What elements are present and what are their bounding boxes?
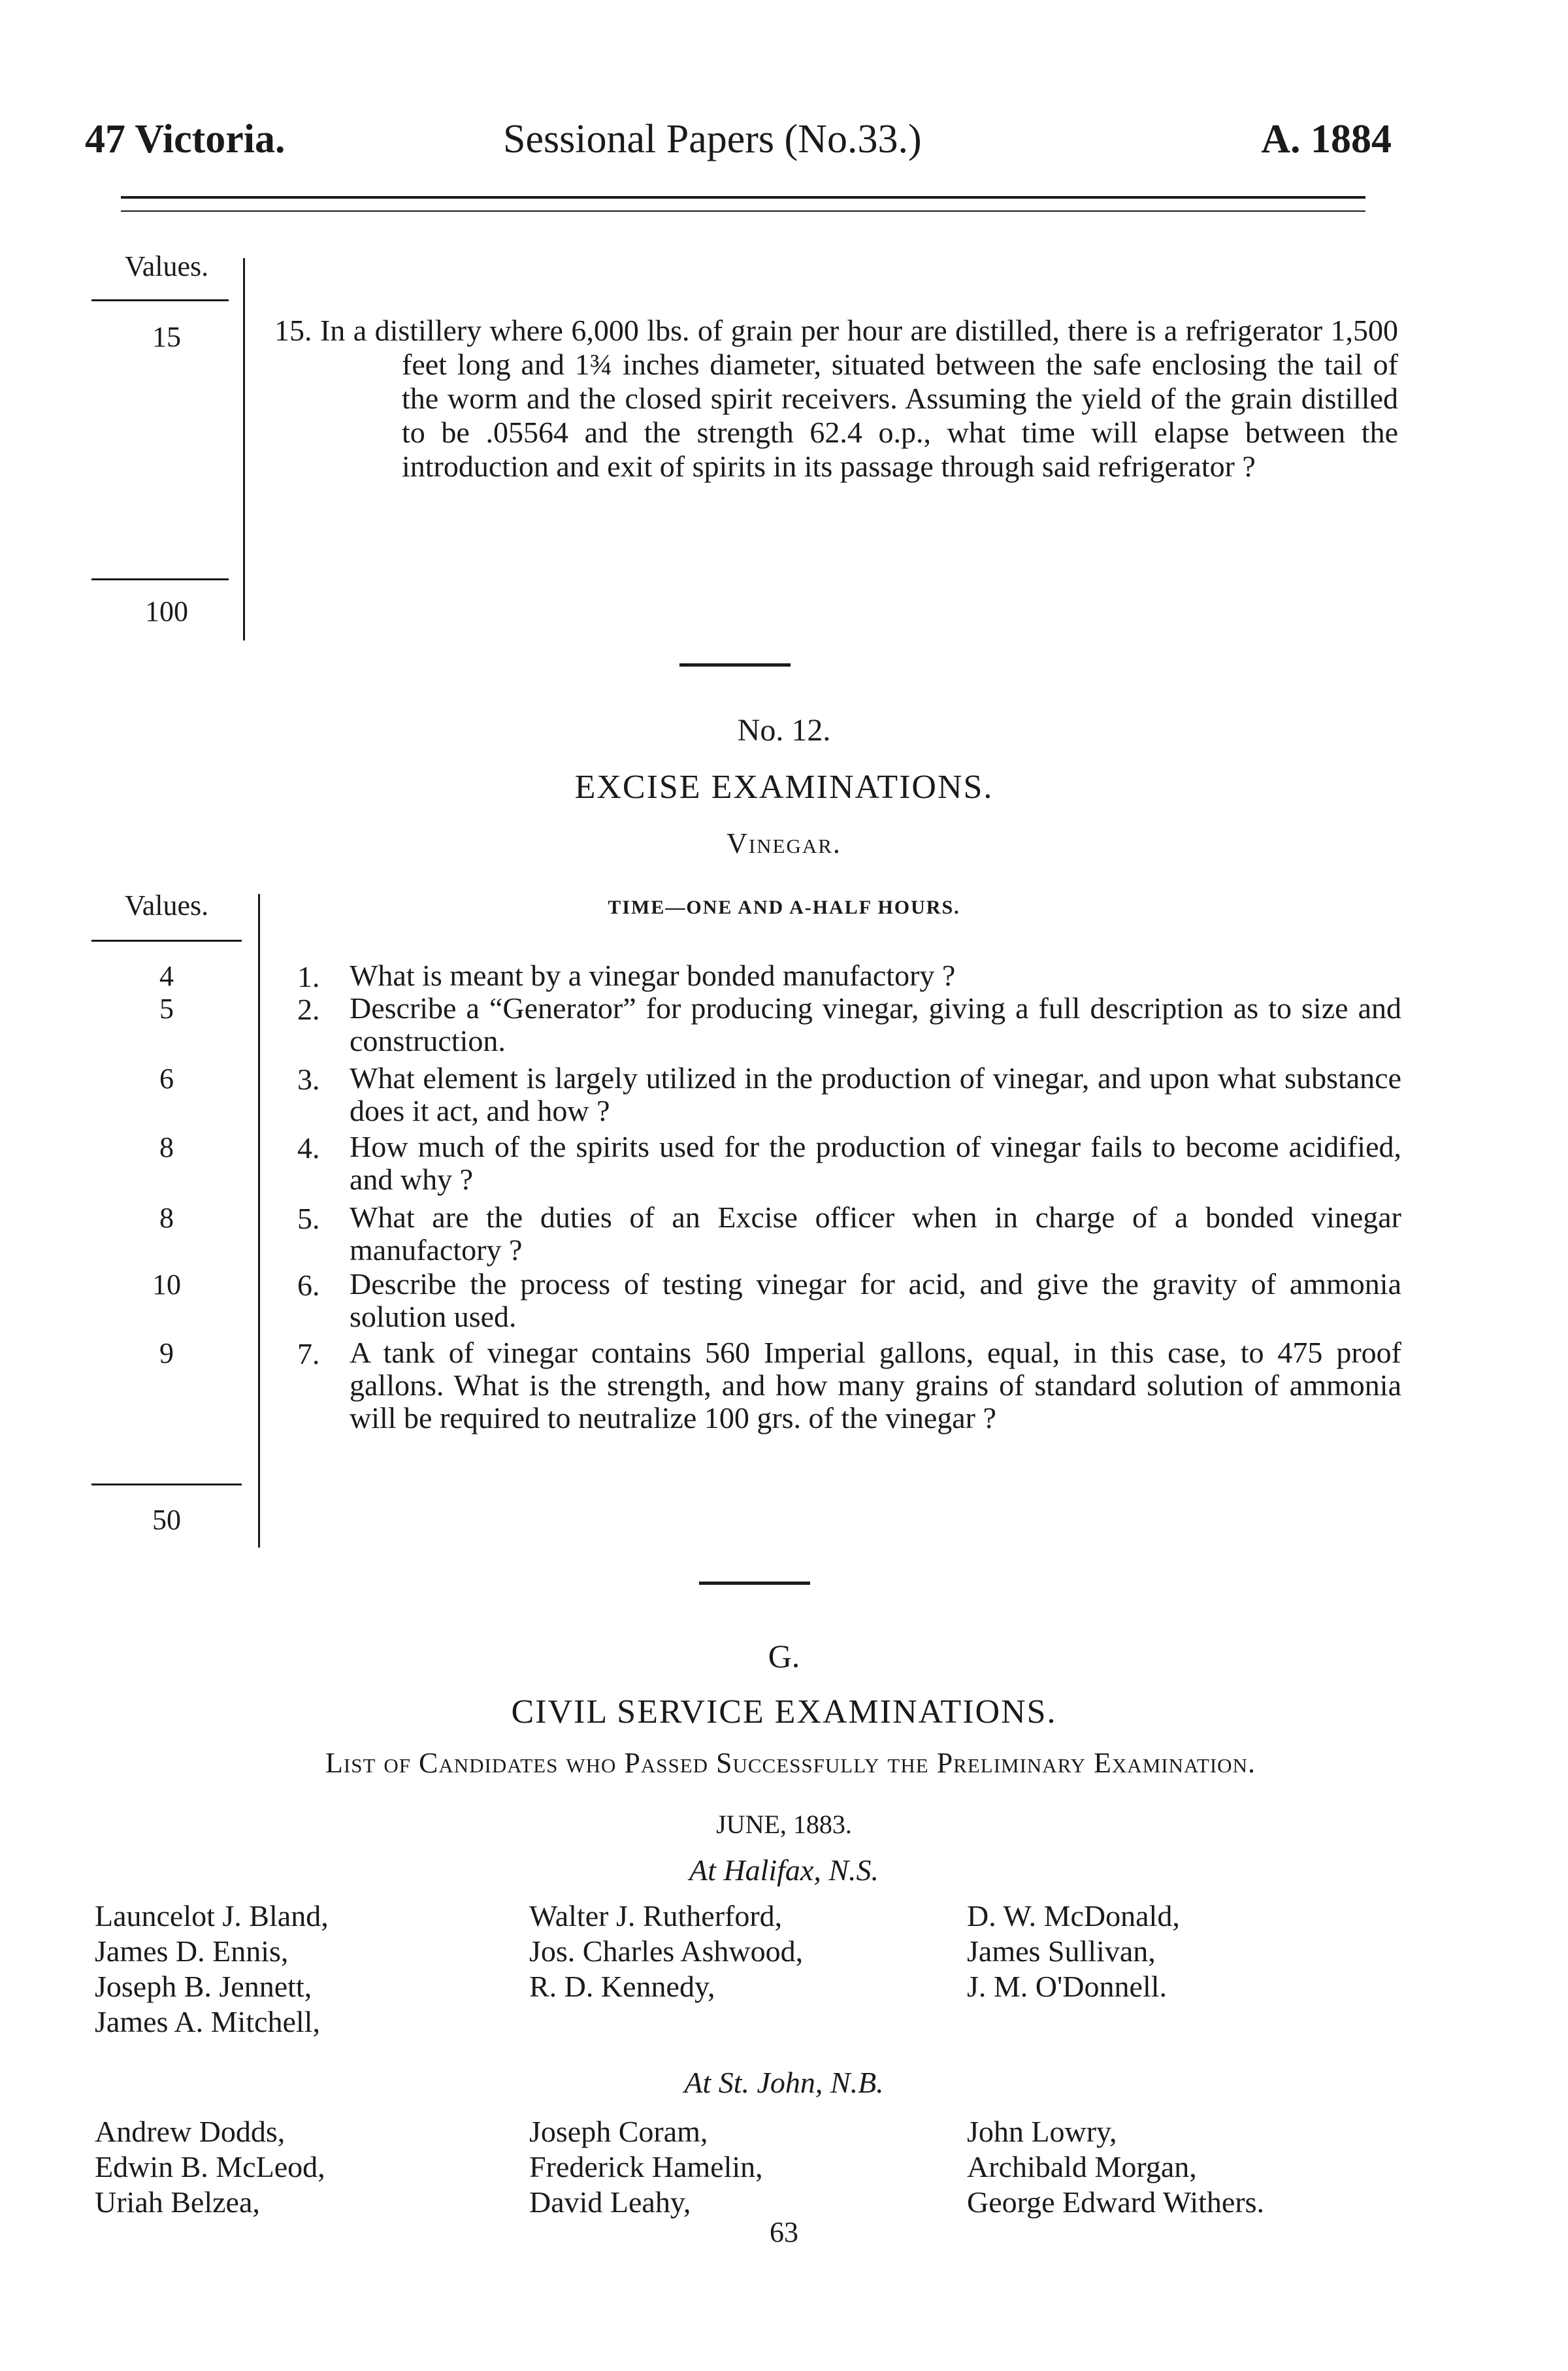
vinegar-question-3: What element is largely utilized in the production of vinegar, and upon what substance does it act, and how ?	[350, 1061, 1401, 1127]
candidate: James D. Ennis,	[95, 1934, 289, 1968]
section-separator	[679, 663, 791, 667]
vinegar-qnum-3: 3.	[297, 1063, 320, 1096]
vinegar-question-6: Describe the process of testing vinegar for acid, and give the gravity of ammonia solution used.	[350, 1267, 1401, 1333]
candidate: Andrew Dodds,	[95, 2115, 286, 2148]
vinegar-value-5: 8	[159, 1202, 174, 1234]
vinegar-values-rule	[91, 940, 242, 942]
question-15-number: 15.	[274, 314, 312, 347]
values-total-rule	[91, 578, 229, 580]
vinegar-qnum-1: 1.	[297, 960, 320, 993]
header-center: Sessional Papers (No.33.)	[503, 117, 922, 161]
vinegar-question-1: What is meant by a vinegar bonded manufactory ?	[350, 959, 956, 992]
vinegar-value-6: 10	[152, 1268, 181, 1301]
values-total: 100	[145, 595, 188, 627]
candidate: Jos. Charles Ashwood,	[529, 1934, 804, 1968]
header-left: 47 Victoria.	[85, 117, 286, 161]
exam-subject: Vinegar.	[727, 827, 841, 859]
vinegar-question-5: What are the duties of an Excise officer when in charge of a bonded vinegar manufactory ?	[350, 1201, 1401, 1267]
stjohn-col-1	[95, 2114, 325, 2220]
value-15: 15	[152, 321, 181, 353]
candidate: Joseph Coram,	[529, 2115, 708, 2148]
exam-number: No. 12.	[737, 713, 831, 748]
candidate: Joseph B. Jennett,	[95, 1970, 312, 2003]
vinegar-value-1: 4	[159, 960, 174, 992]
section-letter: G.	[768, 1638, 800, 1674]
candidate: George Edward Withers.	[967, 2185, 1265, 2219]
values-divider	[243, 258, 245, 640]
vinegar-qnum-4: 4.	[297, 1131, 320, 1165]
stjohn-heading: At St. John, N.B.	[684, 2066, 884, 2099]
candidate: John Lowry,	[967, 2115, 1117, 2148]
candidate: Frederick Hamelin,	[529, 2150, 763, 2183]
halifax-heading: At Halifax, N.S.	[689, 1853, 879, 1887]
page-number: 63	[770, 2216, 798, 2248]
vinegar-value-2: 5	[159, 993, 174, 1025]
candidate: James A. Mitchell,	[95, 2005, 320, 2038]
header-right: A. 1884	[1261, 117, 1392, 161]
candidate: D. W. McDonald,	[967, 1899, 1180, 1932]
values-heading: Values.	[124, 250, 209, 282]
exam-time: TIME—ONE AND A-HALF HOURS.	[608, 897, 960, 918]
candidate: J. M. O'Donnell.	[967, 1970, 1168, 2003]
header-rule-thin	[121, 210, 1365, 212]
vinegar-qnum-5: 5.	[297, 1202, 320, 1235]
vinegar-value-7: 9	[159, 1337, 174, 1369]
halifax-col-3	[967, 1898, 1180, 2004]
vinegar-values-heading: Values.	[124, 889, 209, 921]
vinegar-qnum-2: 2.	[297, 993, 320, 1026]
vinegar-qnum-7: 7.	[297, 1337, 320, 1370]
header-rule-thick	[121, 196, 1365, 199]
vinegar-question-4: How much of the spirits used for the production of vinegar fails to become acidified, and why ?	[350, 1130, 1401, 1196]
candidate: Edwin B. McLeod,	[95, 2150, 325, 2183]
halifax-col-1	[95, 1898, 329, 2040]
stjohn-col-2	[529, 2114, 763, 2220]
vinegar-question-2: Describe a “Generator” for producing vinegar, giving a full description as to size and construction.	[350, 991, 1401, 1057]
question-15	[274, 314, 1398, 484]
civil-title: CIVIL SERVICE EXAMINATIONS.	[511, 1693, 1057, 1731]
halifax-col-2	[529, 1898, 803, 2004]
candidate: David Leahy,	[529, 2185, 691, 2219]
question-15-text: In a distillery where 6,000 lbs. of grain per hour are distilled, there is a refrigerator 1,500 feet long and 1¾ inches diameter, situated between the safe enclosing the tail of the worm and the closed spirit receivers. Assuming the yield of the grain distilled to be .05564 and the strength 62.4 o.p., what time will elapse between the introduction and exit of spirits in its passage through said refrigerator ?	[319, 314, 1399, 483]
candidate: James Sullivan,	[967, 1934, 1156, 1968]
candidate: Uriah Belzea,	[95, 2185, 260, 2219]
vinegar-total-rule	[91, 1484, 242, 1485]
values-rule	[91, 299, 229, 301]
vinegar-value-3: 6	[159, 1063, 174, 1095]
exam-title: EXCISE EXAMINATIONS.	[574, 769, 994, 806]
candidate: Archibald Morgan,	[967, 2150, 1197, 2183]
candidate: Launcelot J. Bland,	[95, 1899, 329, 1932]
vinegar-values-divider	[258, 894, 260, 1548]
vinegar-value-4: 8	[159, 1131, 174, 1163]
stjohn-col-3	[967, 2114, 1264, 2220]
candidate: Walter J. Rutherford,	[529, 1899, 783, 1932]
vinegar-total: 50	[152, 1504, 181, 1536]
section-separator-2	[699, 1582, 810, 1585]
vinegar-question-7: A tank of vinegar contains 560 Imperial gallons, equal, in this case, to 475 proof gallons. What is the strength, and how many grains of standard solution of ammonia will be required to neutralize 100 grs. of the vinegar ?	[350, 1336, 1401, 1434]
candidate: R. D. Kennedy,	[529, 1970, 715, 2003]
civil-subtitle: List of Candidates who Passed Successfully the Preliminary Examination.	[325, 1747, 1256, 1779]
vinegar-qnum-6: 6.	[297, 1268, 320, 1302]
civil-date: JUNE, 1883.	[716, 1810, 852, 1839]
